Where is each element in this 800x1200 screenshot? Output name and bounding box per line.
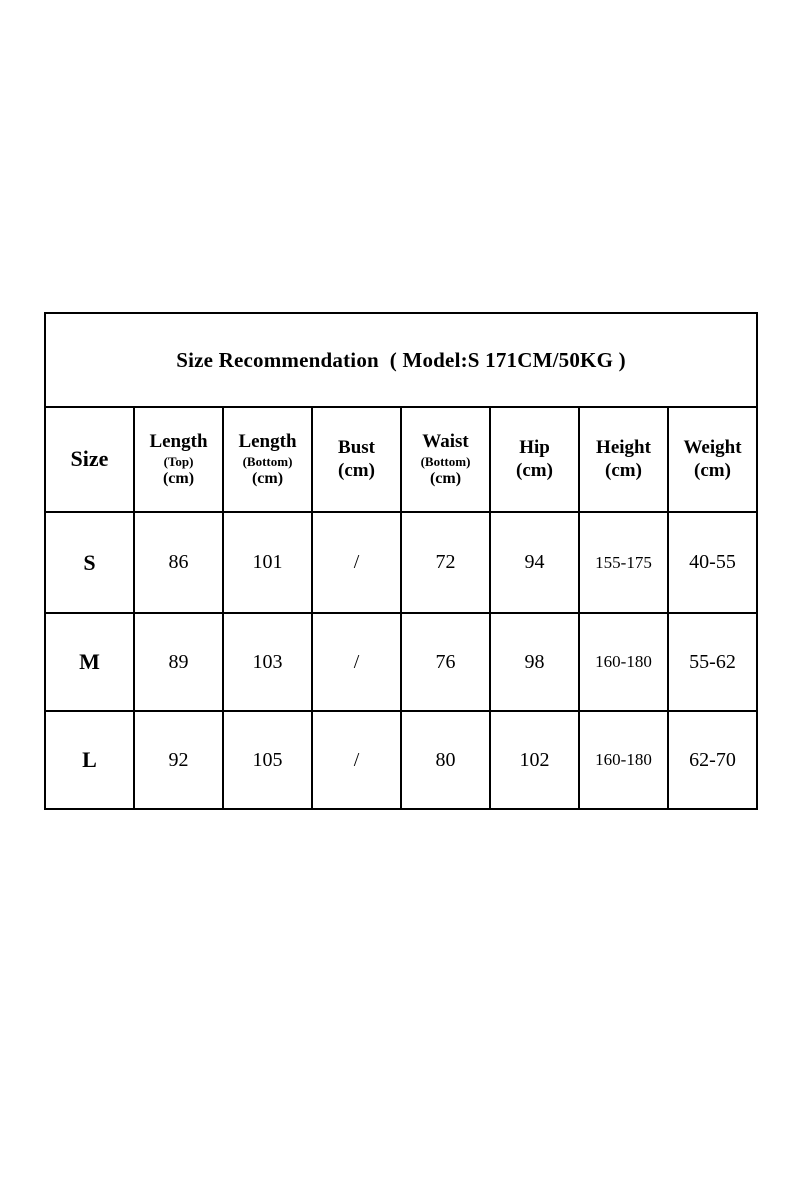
weight-cell: 62-70	[668, 711, 757, 809]
weight-cell: 40-55	[668, 512, 757, 613]
bust-cell: /	[312, 711, 401, 809]
col-header-hip-label: Hip	[519, 436, 550, 458]
col-header-length-top-unit: (cm)	[162, 470, 195, 488]
size-row-s	[45, 512, 757, 613]
bust-cell: /	[312, 512, 401, 613]
hip-cell: 98	[490, 613, 579, 711]
height-cell: 160-180	[579, 613, 668, 711]
col-header-height	[579, 407, 668, 512]
col-header-length-bottom-unit: (cm)	[251, 470, 284, 488]
height-cell: 155-175	[579, 512, 668, 613]
col-header-size-label: Size	[70, 446, 109, 472]
size-chart-title-cell	[45, 313, 757, 407]
header-row	[45, 407, 757, 512]
waist-bottom-cell: 76	[401, 613, 490, 711]
col-header-length-top-qualifier: (Top)	[163, 453, 194, 469]
size-chart	[44, 312, 758, 810]
col-header-size	[45, 407, 134, 512]
waist-bottom-cell: 72	[401, 512, 490, 613]
col-header-height-label: Height	[596, 436, 651, 458]
col-header-length-bottom-stack	[224, 431, 311, 489]
col-header-bust-stack	[313, 437, 400, 483]
col-header-waist-bottom-label: Waist	[422, 430, 469, 452]
size-row-m	[45, 613, 757, 711]
length-bottom-cell: 103	[223, 613, 312, 711]
size-chart-title: Size Recommendation ( Model:S 171CM/50KG )	[176, 347, 626, 372]
length-top-cell: 92	[134, 711, 223, 809]
size-label-cell: S	[45, 512, 134, 613]
col-header-weight-unit: (cm)	[694, 459, 731, 481]
hip-cell: 94	[490, 512, 579, 613]
col-header-bust-unit: (cm)	[338, 459, 375, 481]
height-cell: 160-180	[579, 711, 668, 809]
title-row	[45, 313, 757, 407]
size-label-cell: M	[45, 613, 134, 711]
hip-cell: 102	[490, 711, 579, 809]
length-top-cell: 86	[134, 512, 223, 613]
col-header-height-stack	[580, 437, 667, 483]
col-header-length-bottom-label: Length	[238, 430, 297, 452]
waist-bottom-cell: 80	[401, 711, 490, 809]
col-header-hip-unit: (cm)	[516, 459, 553, 481]
col-header-waist-bottom-unit: (cm)	[429, 470, 462, 488]
length-bottom-cell: 105	[223, 711, 312, 809]
col-header-length-top-stack	[135, 431, 222, 489]
col-header-length-top	[134, 407, 223, 512]
size-chart-table	[44, 312, 758, 810]
col-header-waist-bottom-qualifier: (Bottom)	[420, 453, 471, 469]
length-top-cell: 89	[134, 613, 223, 711]
bust-cell: /	[312, 613, 401, 711]
size-row-l	[45, 711, 757, 809]
col-header-weight-label: Weight	[683, 436, 742, 458]
col-header-weight-stack	[669, 437, 756, 483]
col-header-length-bottom-qualifier: (Bottom)	[242, 453, 293, 469]
col-header-waist-bottom-stack	[402, 431, 489, 489]
col-header-waist-bottom	[401, 407, 490, 512]
col-header-length-top-label: Length	[149, 430, 208, 452]
col-header-hip	[490, 407, 579, 512]
weight-cell: 55-62	[668, 613, 757, 711]
length-bottom-cell: 101	[223, 512, 312, 613]
col-header-height-unit: (cm)	[605, 459, 642, 481]
col-header-hip-stack	[491, 437, 578, 483]
col-header-length-bottom	[223, 407, 312, 512]
col-header-weight	[668, 407, 757, 512]
col-header-size-stack	[46, 446, 133, 472]
size-label-cell: L	[45, 711, 134, 809]
col-header-bust	[312, 407, 401, 512]
col-header-bust-label: Bust	[338, 436, 375, 458]
